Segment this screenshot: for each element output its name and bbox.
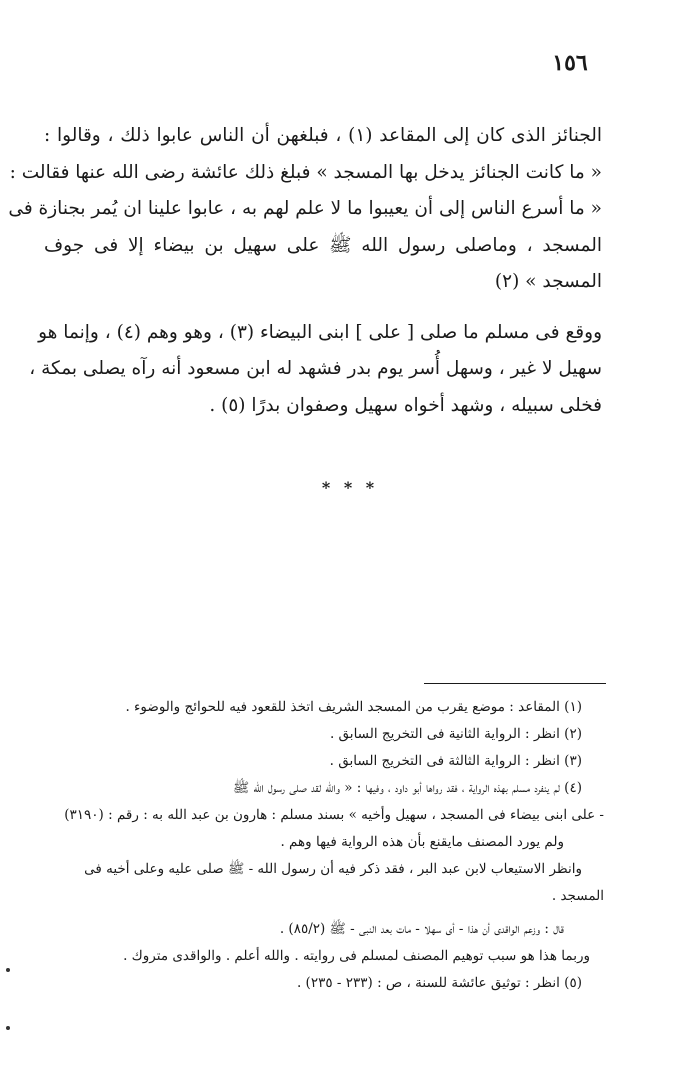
footnote-4-line: ولم يورد المصنف مايقنع بأن هذه الرواية فيها وهم . <box>280 834 564 850</box>
footnote-3: (٣) انظر : الرواية الثالثة فى التخريج السابق . <box>329 753 582 769</box>
body-text <box>8 118 602 424</box>
body-line: المسجد » (٢) <box>494 271 602 292</box>
footnote-1: (١) المقاعد : موضع يقرب من المسجد الشريف اتخذ للقعود فيه للحوائج والوضوء . <box>125 699 582 715</box>
footnote-rule <box>424 683 606 684</box>
footnote-5: (٥) انظر : توثيق عائشة للسنة ، ص : (٢٣٣ - ٢٣٥) . <box>296 975 582 991</box>
footnote-4-line: وربما هذا هو سبب توهيم المصنف لمسلم فى روايته . والله أعلم . والواقدى متروك . <box>123 948 590 964</box>
footnote-4-line: المسجد . <box>551 888 604 904</box>
margin-mark <box>6 1026 10 1030</box>
body-line: الجنائز الذى كان إلى المقاعد (١) ، فبلغهن أن الناس عابوا ذلك ، وقالوا : <box>44 125 602 146</box>
footnote-4-line: - على ابنى بيضاء فى المسجد ، سهيل وأخيه » بسند مسلم : هارون بن عبد الله به : رقم : (٣١٩٠) <box>64 807 604 823</box>
footnotes <box>48 694 604 997</box>
footnote-2: (٢) انظر : الرواية الثانية فى التخريج السابق . <box>329 726 582 742</box>
body-line: « ما أسرع الناس إلى أن يعيبوا ما لا علم لهم به ، عابوا علينا ان يُمر بجنازة فى <box>8 198 602 219</box>
margin-mark <box>6 968 10 972</box>
body-line: المسجد ، وماصلى رسول الله ﷺ على سهيل بن بيضاء إلا فى جوف <box>44 234 602 256</box>
body-line: سهيل لا غير ، وسهل أُسر يوم بدر فشهد له ابن مسعود أنه رآه يصلى بمكة ، <box>29 358 602 379</box>
section-separator: * * * <box>321 478 379 497</box>
footnote-4-line: وانظر الاستيعاب لابن عبد البر ، فقد ذكر فيه أن رسول الله - ﷺ صلى عليه وعلى أخيه فى <box>84 861 582 877</box>
body-line: ووقع فى مسلم ما صلى [ على ] ابنى البيضاء (٣) ، وهو وهم (٤) ، وإنما هو <box>38 321 602 343</box>
footnote-4-line: قال : وزعم الواقدى أن هذا - أى سهلا - مات بعد النبى - ﷺ (٨٥/٢) . <box>279 921 564 937</box>
footnote-4-line: (٤) لم ينفرد مسلم بهذه الرواية ، فقد رواها أبو داود ، وفيها : « والله لقد صلى رسول الله ﷺ <box>232 780 582 796</box>
body-line: « ما كانت الجنائز يدخل بها المسجد » فبلغ ذلك عائشة رضى الله عنها فقالت : <box>9 161 602 183</box>
body-line: فخلى سبيله ، وشهد أخواه سهيل وصفوان بدرًا (٥) . <box>209 394 602 416</box>
page-number: ١٥٦ <box>552 50 588 76</box>
